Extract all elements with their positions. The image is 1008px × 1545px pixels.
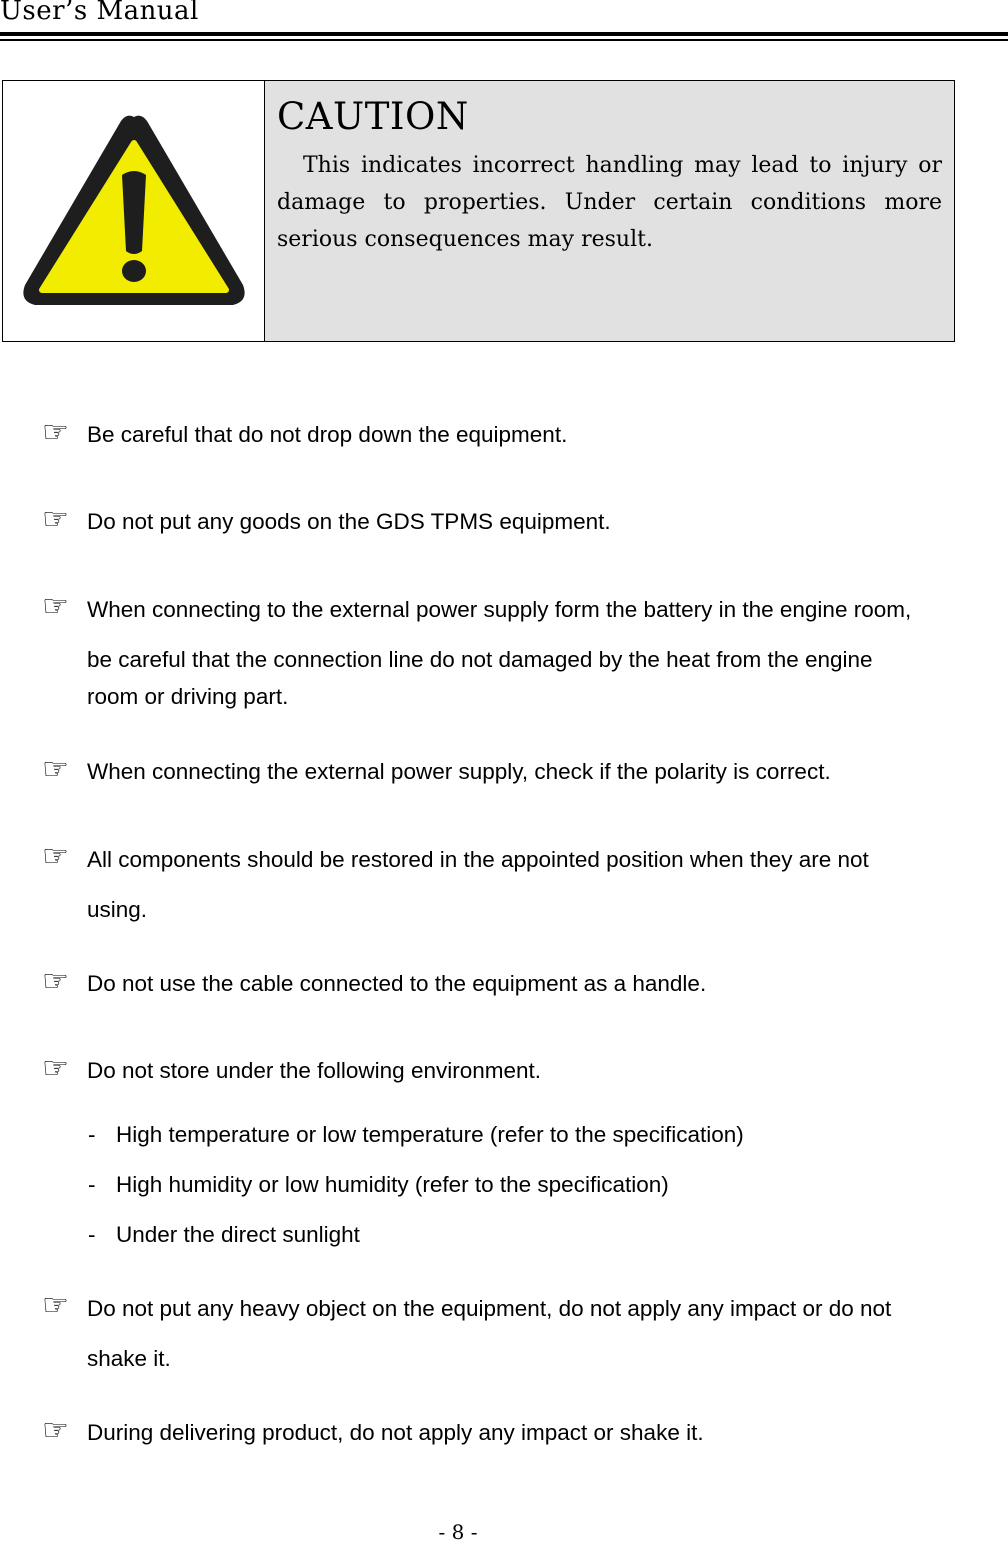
- list-item-text: room or driving part.: [87, 684, 289, 709]
- pointing-hand-icon: ☞: [42, 1288, 69, 1323]
- list-item-text: When connecting to the external power supply form the battery in the engine room,: [87, 597, 912, 622]
- pointing-hand-icon: ☞: [42, 1051, 69, 1086]
- list-item: [42, 839, 1004, 923]
- list-item-text: Do not store under the following environment.: [87, 1058, 542, 1083]
- list-item-text: When connecting the external power supply, check if the polarity is correct.: [87, 759, 831, 784]
- list-item-text: shake it.: [87, 1346, 171, 1371]
- sub-list-item-text: High temperature or low temperature (refer to the specification): [116, 1122, 744, 1147]
- dash-marker: -: [88, 1172, 96, 1197]
- caution-body: This indicates incorrect handling may lead to injury or damage to properties. Under certain conditions more serious consequences may result.: [277, 153, 942, 252]
- list-item: [42, 1288, 1004, 1372]
- list-item-text: Do not put any heavy object on the equipment, do not apply any impact or do not: [87, 1296, 892, 1321]
- pointing-hand-icon: ☞: [42, 1413, 69, 1448]
- list-item: [42, 415, 1004, 450]
- pointing-hand-icon: ☞: [42, 589, 69, 624]
- pointing-hand-icon: ☞: [42, 502, 69, 537]
- caution-box: [2, 80, 955, 342]
- sub-list-item: [88, 1172, 669, 1198]
- list-item: [42, 1051, 1004, 1086]
- pointing-hand-icon: ☞: [42, 415, 69, 450]
- pointing-hand-icon: ☞: [42, 839, 69, 874]
- sub-list-item-text: High humidity or low humidity (refer to the specification): [116, 1172, 669, 1197]
- list-item-text: be careful that the connection line do not damaged by the heat from the engine: [87, 647, 873, 672]
- dash-marker: -: [88, 1222, 96, 1247]
- list-item-text: Do not put any goods on the GDS TPMS equipment.: [87, 509, 611, 534]
- warning-triangle-icon: [17, 109, 251, 315]
- pointing-hand-icon: ☞: [42, 752, 69, 787]
- sub-list-item: [88, 1222, 360, 1248]
- pointing-hand-icon: ☞: [42, 964, 69, 999]
- list-item-text: Do not use the cable connected to the equipment as a handle.: [87, 971, 707, 996]
- list-item-text: using.: [87, 897, 148, 922]
- list-item: [42, 752, 1004, 787]
- list-item-text: All components should be restored in the appointed position when they are not: [87, 847, 869, 872]
- header-rule-thick: [0, 32, 1008, 36]
- sub-list-item: [88, 1122, 744, 1148]
- list-item: [42, 964, 1004, 999]
- list-item: [42, 1413, 1004, 1448]
- list-item-text: Be careful that do not drop down the equipment.: [87, 422, 568, 447]
- dash-marker: -: [88, 1122, 96, 1147]
- list-item-text: During delivering product, do not apply any impact or shake it.: [87, 1420, 704, 1445]
- manual-title: User’s Manual: [0, 0, 199, 26]
- sub-list-item-text: Under the direct sunlight: [116, 1222, 360, 1247]
- page-number: - 8 -: [438, 1520, 478, 1544]
- caution-heading: CAUTION: [277, 95, 469, 138]
- header-rule-thin: [0, 39, 1008, 41]
- caution-icon-cell: [3, 81, 265, 341]
- list-item: [42, 589, 1004, 710]
- caution-text-cell: [265, 81, 954, 341]
- list-item: [42, 502, 1004, 537]
